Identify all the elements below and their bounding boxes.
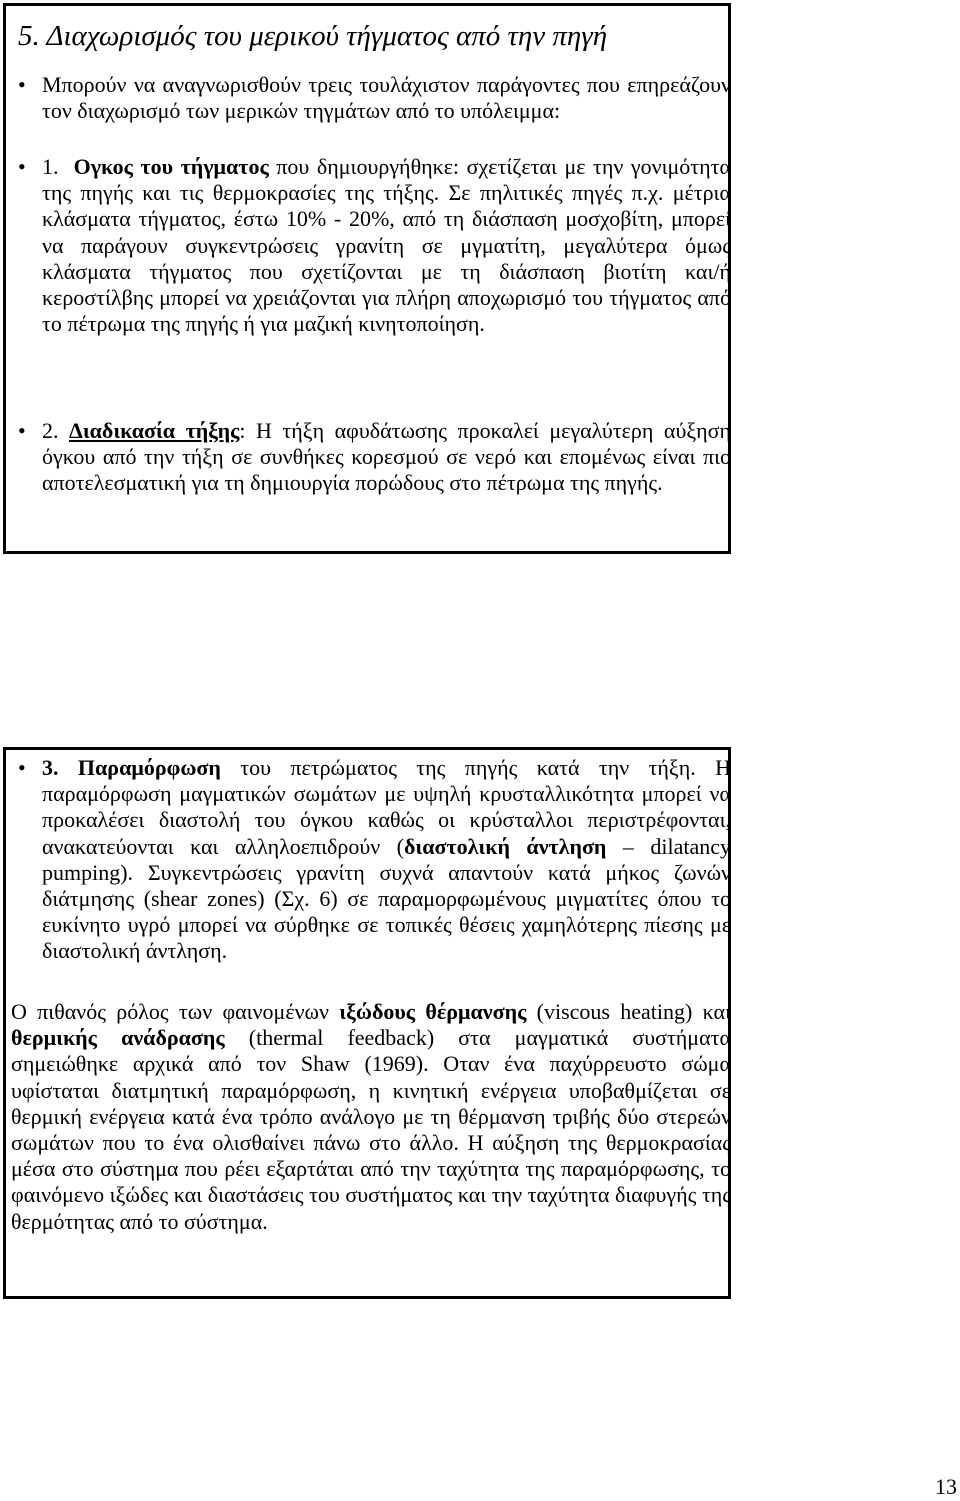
item-1-number: 1. [42,154,59,179]
paragraph-viscous-heating [11,999,731,1235]
page-number: 13 [935,1474,957,1499]
bullet-item-1 [18,154,732,337]
slide-2 [3,747,731,1299]
bullet-item-2 [18,418,732,497]
item-1-text: που δημιουργήθηκε: σχετίζεται με την γονιμότητα της πηγής και τις θερμοκρασίες της τήξης. Σε πηλιτικές πηγές π.χ. μέτρια κλάσματα τήγματος, έστω 10% - 20%, από τη διάσπαση μοσχοβίτη, μπορεί να παράγουν συγκεντρώσεις γρανίτη σε μγματίτη, μεγαλύτερα όμως κλάσματα τήγματος που σχετίζονται με τη διάσπαση βιοτίτη και/ή κεροστίλβης μπορεί να χρειάζονται για πλήρη αποχωρισμό του τήγματος από το πέτρωμα της πηγής ή για μαζική κινητοποίηση. [42,154,732,337]
bullet-dot: • [18,755,26,780]
item-3-text-a: του πετρώματος της πηγής κατά την τήξη. Η παραμόρφωση μαγματικών σωμάτων με υψηλή κρυσταλλικότητα μπορεί να προκαλέσει διαστολή του όγκου καθώς οι κρύσταλλοι περιστρέφονται, ανακατεύονται και αλληλοεπιδρούν ( [42,755,732,859]
paragraph-text-c: (thermal feedback) στα μαγματικά συστήματα σημειώθηκε αρχικά από τον Shaw (1969). Οταν ένα παχύρρευστο σώμα υφίσταται διατμητική παραμόρφωση, η κινητική ενέργεια υποβαθμίζεται σε θερμική ενέργεια κατά ένα τρόπο ανάλογο με τη θέρμανση τριβής δύο στερεών σωμάτων που το ένα ολισθαίνει πάνω στο άλλο. Η αύξηση της θερμοκρασίας μέσα στο σύστημα που ρέει εξαρτάται από την ταχύτητα της παραμόρφωσης, το φαινόμενο ιξώδες και διαστάσεις του συστήματος και την ταχύτητα διαφυγής της θερμότητας από το σύστημα. [11,1025,731,1234]
item-2-number: 2. [42,418,59,443]
paragraph-text-a: Ο πιθανός ρόλος των φαινομένων [11,999,340,1024]
slide-title: 5. Διαχωρισμός του μερικού τήγματος από την πηγή [18,20,608,52]
bullet-dot: • [18,72,26,97]
paragraph-term-b: θερμικής ανάδρασης [11,1025,225,1051]
intro-text: Μπορούν να αναγνωρισθούν τρεις τουλάχιστον παράγοντες που επηρεάζουν τον διαχωρισμό των μερικών τηγμάτων από το υπόλειμμα: [42,72,731,124]
item-3-number: 3. [42,755,59,780]
bullet-item-3 [18,755,732,965]
item-3-text-b: – dilatancy pumping). Συγκεντρώσεις γρανίτη συχνά απαντούν κατά μήκος ζωνών διάτμησης (shear zones) (Σχ. 6) σε παραμορφωμένους μιγματίτες όπου το ευκίνητο υγρό μπορεί να σύρθηκε σε τοπικές θέσεις χαμηλότερης πίεσης με διαστολική άντληση. [42,833,731,964]
bullet-dot: • [18,154,26,179]
item-1-heading: Ογκος του τήγματος [73,154,269,179]
paragraph-term-a: ιξώδους θέρμανσης [339,999,527,1024]
slide-1 [3,3,731,554]
item-2-heading: Διαδικασία τήξης [69,418,240,443]
bullet-intro [18,72,731,124]
paragraph-text-b: (viscous heating) και [526,999,731,1024]
item-2-text: : Η τήξη αφυδάτωσης προκαλεί μεγαλύτερη αύξηση όγκου από την τήξη σε συνθήκες κορεσμού σε νερό και επομένως είναι πιο αποτελεσματική για τη δημιουργία πορώδους στο πέτρωμα της πηγής. [42,418,732,496]
bullet-dot: • [18,418,26,443]
item-3-term: διαστολική άντληση [403,833,607,859]
item-3-heading: Παραμόρφωση [77,755,221,780]
